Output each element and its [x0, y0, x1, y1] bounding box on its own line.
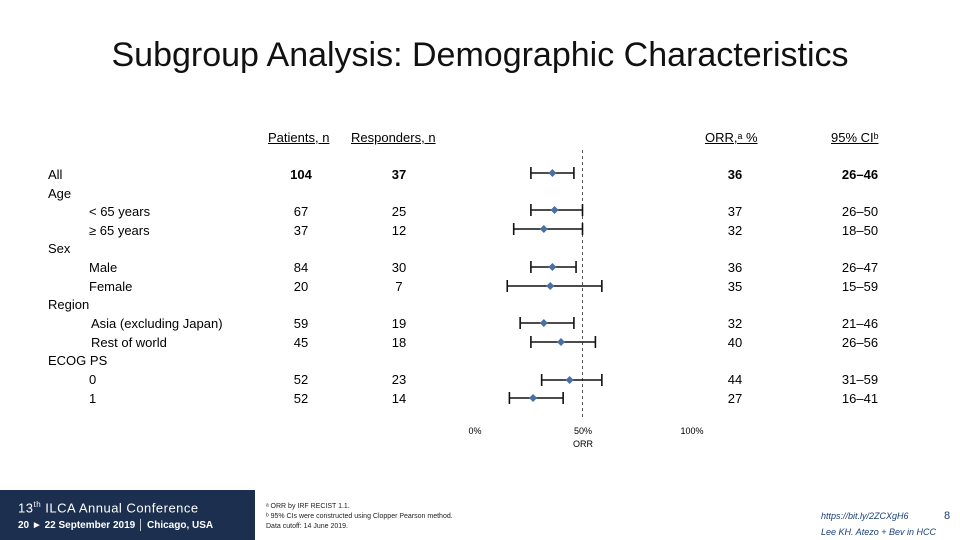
- cell-ci: 16–41: [841, 391, 879, 406]
- page-number: 8: [944, 510, 951, 522]
- cell-responders: 18: [391, 335, 407, 350]
- label-region: Region: [48, 297, 90, 312]
- header-orr: ORR,ᵃ %: [705, 130, 758, 145]
- orr-point: [551, 206, 559, 214]
- tick-label-100: 100%: [680, 426, 704, 436]
- cell-patients: 67: [293, 204, 309, 219]
- cell-patients: 37: [293, 223, 309, 238]
- cell-orr: 27: [727, 391, 743, 406]
- footer: [0, 490, 960, 540]
- label-sex: Sex: [48, 241, 71, 256]
- cell-patients: 45: [293, 335, 309, 350]
- label-rest-of-world: Rest of world: [91, 335, 167, 350]
- cell-responders: 14: [391, 391, 407, 406]
- source-link[interactable]: https://bit.ly/2ZCXgH6: [821, 511, 909, 521]
- conference-title: [18, 500, 199, 515]
- conference-number: 13: [18, 500, 34, 516]
- label-asia: Asia (excluding Japan): [91, 316, 223, 331]
- orr-point: [540, 225, 548, 233]
- cell-ci: 18–50: [841, 223, 879, 238]
- conference-ordinal: th: [33, 500, 42, 509]
- conference-banner: [0, 490, 255, 540]
- cell-ci: 26–50: [841, 204, 879, 219]
- cell-responders: 30: [391, 260, 407, 275]
- cell-responders: 19: [391, 316, 407, 331]
- orr-point: [566, 376, 574, 384]
- cell-responders: 25: [391, 204, 407, 219]
- cell-responders: 37: [391, 167, 407, 182]
- cell-patients: 20: [293, 279, 309, 294]
- cell-ci: 26–56: [841, 335, 879, 350]
- label-male: Male: [89, 260, 118, 275]
- cell-orr: 36: [727, 260, 743, 275]
- label-all: All: [48, 167, 63, 182]
- cell-orr: 40: [727, 335, 743, 350]
- label-age-lt65: < 65 years: [89, 204, 151, 219]
- orr-point: [548, 263, 556, 271]
- cell-patients: 52: [293, 372, 309, 387]
- cell-ci: 26–46: [841, 167, 879, 182]
- tick-label-50: 50%: [573, 426, 592, 436]
- header-ci: 95% CIᵇ: [831, 130, 879, 145]
- orr-point: [557, 338, 565, 346]
- orr-point: [540, 319, 548, 327]
- label-age: Age: [48, 186, 72, 201]
- cell-orr: 32: [727, 316, 743, 331]
- cell-responders: 23: [391, 372, 407, 387]
- orr-point: [529, 394, 537, 402]
- cell-orr: 44: [727, 372, 743, 387]
- header-responders: Responders, n: [351, 130, 436, 145]
- label-ecog: ECOG PS: [48, 353, 108, 368]
- label-ecog-1: 1: [89, 391, 97, 406]
- conference-dates: 20 ► 22 September 2019 │ Chicago, USA: [18, 520, 214, 531]
- cell-ci: 31–59: [841, 372, 879, 387]
- cell-orr: 35: [727, 279, 743, 294]
- cell-orr: 32: [727, 223, 743, 238]
- cell-ci: 26–47: [841, 260, 879, 275]
- tick-label-0: 0%: [468, 426, 482, 436]
- cell-ci: 21–46: [841, 316, 879, 331]
- cell-patients: 52: [293, 391, 309, 406]
- footnote-b: ᵇ 95% CIs were constructed using Clopper Pearson method.: [266, 513, 453, 520]
- header-patients: Patients, n: [268, 130, 330, 145]
- label-age-ge65: ≥ 65 years: [89, 223, 150, 238]
- orr-point: [548, 169, 556, 177]
- footnote-cutoff: Data cutoff: 14 June 2019.: [266, 523, 348, 530]
- cell-patients: 104: [290, 167, 312, 182]
- slide-title: Subgroup Analysis: Demographic Characteristics: [111, 36, 849, 74]
- citation: Lee KH. Atezo + Bev in HCC: [821, 527, 936, 537]
- cell-orr: 36: [727, 167, 743, 182]
- conference-name: ILCA Annual Conference: [45, 500, 199, 516]
- cell-ci: 15–59: [841, 279, 879, 294]
- cell-orr: 37: [727, 204, 743, 219]
- cell-patients: 84: [293, 260, 309, 275]
- axis-label-orr: ORR: [573, 439, 593, 449]
- orr-point: [546, 282, 554, 290]
- label-female: Female: [89, 279, 133, 294]
- cell-responders: 12: [391, 223, 407, 238]
- cell-patients: 59: [293, 316, 309, 331]
- footnote-a: ᵃ ORR by IRF RECIST 1.1.: [266, 503, 350, 510]
- label-ecog-0: 0: [89, 372, 97, 387]
- cell-responders: 7: [395, 279, 403, 294]
